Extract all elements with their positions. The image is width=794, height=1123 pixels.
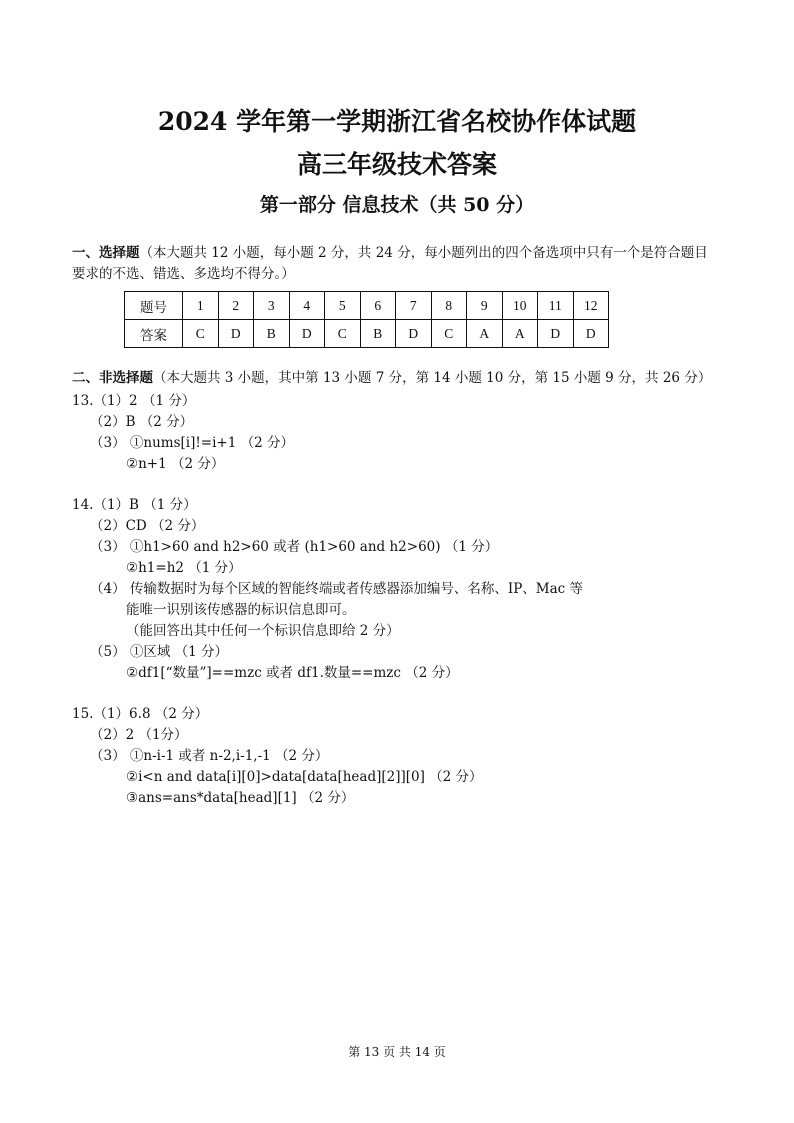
q14-line: （5） ①区域 （1 分） bbox=[90, 644, 229, 660]
q-number: 2 bbox=[218, 292, 254, 320]
row-label-number: 题号 bbox=[125, 292, 183, 320]
q14-line: （能回答出其中任何一个标识信息即给 2 分） bbox=[126, 623, 400, 639]
q13-line: （3） ①nums[i]!=i+1 （2 分） bbox=[90, 435, 294, 451]
q15-line: 15.（1）6.8 （2 分） bbox=[72, 706, 209, 722]
exam-title: 2024 学年第一学期浙江省名校协作体试题 bbox=[157, 107, 637, 136]
q14-line: （3） ①h1>60 and h2>60 或者 (h1>60 and h2>60) （1 分） bbox=[90, 539, 499, 555]
q-answer: C bbox=[325, 320, 361, 348]
part1-desc-line2: 要求的不选、错选、多选均不得分。） bbox=[72, 266, 295, 282]
answer-title: 高三年级技术答案 bbox=[296, 150, 497, 179]
table-row-numbers bbox=[125, 292, 609, 320]
q14-line: 能唯一识别该传感器的标识信息即可。 bbox=[126, 602, 356, 618]
part2-heading: 二、非选择题 bbox=[72, 370, 153, 386]
q-number: 11 bbox=[538, 292, 574, 320]
part2-intro bbox=[72, 368, 711, 389]
q13-line: ②n+1 （2 分） bbox=[126, 456, 225, 472]
q-number: 1 bbox=[183, 292, 219, 320]
q-answer: A bbox=[502, 320, 538, 348]
q15-line: ③ans=ans*data[head][1] （2 分） bbox=[126, 790, 355, 806]
q-answer: D bbox=[289, 320, 325, 348]
q-answer: B bbox=[254, 320, 290, 348]
q-number: 3 bbox=[254, 292, 290, 320]
q-answer: B bbox=[360, 320, 396, 348]
part1-desc-line1: （本大题共 12 小题，每小题 2 分，共 24 分，每小题列出的四个备选项中只有一个是符合题目 bbox=[139, 245, 708, 261]
part1-heading: 一、选择题 bbox=[72, 245, 140, 261]
table-row-answers bbox=[125, 320, 609, 348]
answer-table bbox=[124, 291, 609, 348]
q15-line: ②i<n and data[i][0]>data[data[head][2]][0] （2 分） bbox=[126, 769, 483, 785]
q-answer: D bbox=[573, 320, 609, 348]
q-number: 9 bbox=[467, 292, 503, 320]
q14-line: ②h1=h2 （1 分） bbox=[126, 560, 242, 576]
q-answer: D bbox=[538, 320, 574, 348]
q-number: 4 bbox=[289, 292, 325, 320]
q-number: 5 bbox=[325, 292, 361, 320]
q-answer: C bbox=[431, 320, 467, 348]
q-number: 6 bbox=[360, 292, 396, 320]
q15-line: （2）2 （1分） bbox=[90, 727, 188, 743]
q-answer: C bbox=[183, 320, 219, 348]
q14-line: ②df1[“数量”]==mzc 或者 df1.数量==mzc （2 分） bbox=[126, 665, 459, 681]
row-label-answer: 答案 bbox=[125, 320, 183, 348]
q-number: 7 bbox=[396, 292, 432, 320]
q14-line: （2）CD （2 分） bbox=[90, 518, 205, 534]
q-answer: D bbox=[396, 320, 432, 348]
part1-intro bbox=[72, 243, 708, 264]
q13-line: （2）B （2 分） bbox=[90, 414, 194, 430]
q14-line: 14.（1）B （1 分） bbox=[72, 497, 197, 513]
q-answer: A bbox=[467, 320, 503, 348]
q-number: 8 bbox=[431, 292, 467, 320]
q-number: 12 bbox=[573, 292, 609, 320]
section-title: 第一部分 信息技术（共 50 分） bbox=[259, 194, 535, 216]
q14-line: （4） 传输数据时为每个区域的智能终端或者传感器添加编号、名称、IP、Mac 等 bbox=[90, 581, 584, 597]
q15-line: （3） ①n-i-1 或者 n-2,i-1,-1 （2 分） bbox=[90, 748, 329, 764]
q-number: 10 bbox=[502, 292, 538, 320]
q-answer: D bbox=[218, 320, 254, 348]
part2-desc: （本大题共 3 小题，其中第 13 小题 7 分，第 14 小题 10 分，第 15 小题 9 分，共 26 分） bbox=[153, 370, 712, 386]
q13-line: 13.（1）2 （1 分） bbox=[72, 393, 196, 409]
page-number: 第 13 页 共 14 页 bbox=[348, 1045, 446, 1059]
